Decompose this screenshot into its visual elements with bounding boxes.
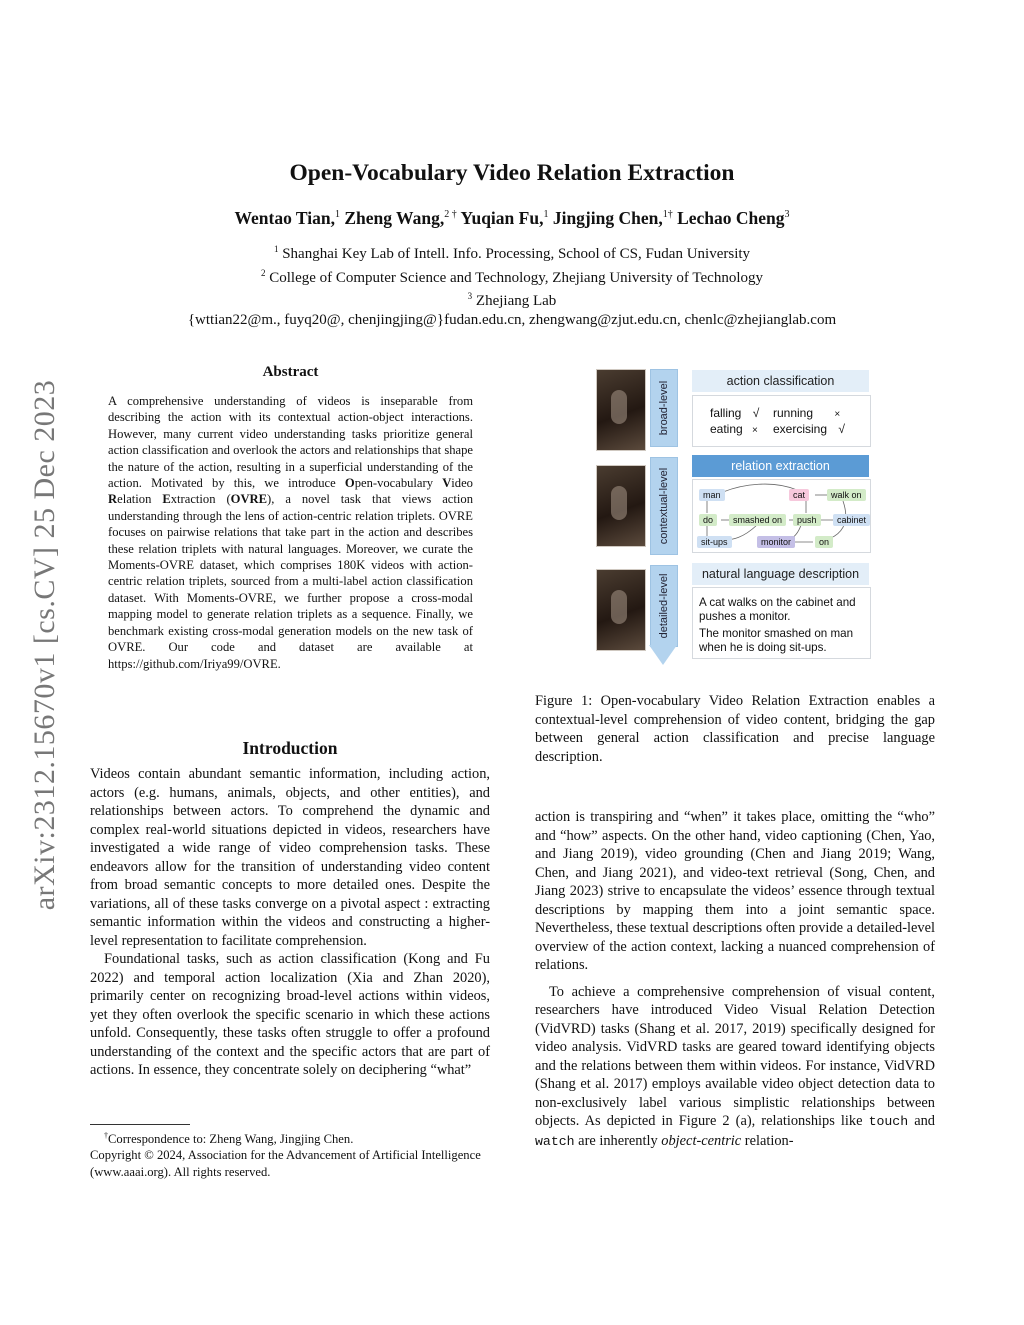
introduction-heading: Introduction [242,738,338,758]
video-frame-thumbnail [596,569,646,651]
level-label: broad-level [650,369,678,447]
author-sup: 2 † [444,209,457,221]
relation-graph-box [692,479,871,553]
author-name: Wentao Tian, [234,208,335,228]
affiliation-list [0,240,1024,329]
author-list [0,208,1024,229]
relation-node: do [699,514,717,526]
relation-node: monitor [757,536,795,548]
author-name: Jingjing Chen, [552,208,663,228]
relation-node: on [815,536,833,548]
figure-1 [594,365,884,675]
relation-node: push [793,514,821,526]
author-sup: 1 [543,209,549,221]
author-name: Yuqian Fu, [460,208,544,228]
description-sentence: The monitor smashed on man when he is doing sit-ups. [699,627,854,654]
author-sup: 1† [662,209,673,221]
relation-node: man [699,489,725,501]
action-item: falling √ [710,406,760,420]
figure-1-caption: Figure 1: Open-vocabulary Video Relation Extraction enables a contextual-level comprehension of video content, bridging the gap between general action classification and precise language description. [535,693,935,765]
action-item: running × [773,406,841,420]
paper-title: Open-Vocabulary Video Relation Extraction [289,160,735,186]
footnote: †Correspondence to: Zheng Wang, Jingjing Chen. Copyright © 2024, Association for the Advancement of Artificial Intelligence (www.aaai.org). All rights reserved. [90,1128,490,1180]
relation-node: cabinet [833,514,870,526]
relation-extraction-title: relation extraction [692,455,869,477]
abstract-heading: Abstract [262,364,319,380]
code-term: touch [868,1114,909,1129]
author-name: Lechao Cheng [677,208,785,228]
level-label: detailed-level [650,565,678,647]
affiliation: $^1$ Shanghai Key Lab of Intell. Info. Processing, School of CS, Fudan University [273,244,751,262]
affiliation: $^2$ College of Computer Science and Technology, Zhejiang University of Technology [260,267,763,286]
copyright-notice: Copyright © 2024, Association for the Advancement of Artificial Intelligence (www.aaai.org). All rights reserved. [90,1148,481,1179]
action-classification-title: action classification [692,370,869,392]
paragraph: To achieve a comprehensive comprehension of visual content, researchers have introduced Video Visual Relation Detection (VidVRD) tasks (Shang et al. 2017, 2019) specifically designed for video analysis. VidVRD tasks are geared toward identifying objects and the relations between them within videos. For instance, VidVRD (Shang et al. 2017) employs available video object detection data to non-exclusively label various simplistic relationships between objects. As depicted in Figure 2 (a), relationships like touch and watch are inherently object-centric relation- [535,983,935,1149]
action-item: exercising √ [773,422,845,436]
author-name: Zheng Wang, [344,208,445,228]
paragraph: action is transpiring and “when” it takes place, omitting the “who” and “how” aspects. On the other hand, video captioning (Chen, Yao, and Jiang 2019), video grounding (Chen and Jiang 2019; Wang, Chen, and Jiang 2021), and video-text retrieval (Song, Chen, and Jiang 2023) strive to encapsulate the videos’ essence through textual descriptions by mapping them into a joint semantic space. Nevertheless, these textual descriptions often provide a detailed-level overview of the action context, lacking a nuanced comprehension of relations. [535,809,935,973]
author-sup: 3 [784,209,790,221]
nl-description-box [692,587,871,659]
down-arrow-icon [646,645,680,667]
action-item: eating × [710,422,758,436]
level-label: contextual-level [650,457,678,555]
relation-node: cat [789,489,809,501]
paragraph: Foundational tasks, such as action classification (Kong and Fu 2022) and temporal action localization (Xia and Zhan 2020), primarily center on recognizing broad-level actions within videos, yet they often overlook the specific scenario in which these actions unfold. Consequently, these tasks often struggle to offer a profound understanding of the context and the specific actors that are part of actions. In essence, they concentrate solely on deciphering “what” [90,951,490,1078]
affiliation: $^3$ Zhejiang Lab [467,291,557,309]
author-sup: 1 [334,209,340,221]
video-frame-thumbnail [596,465,646,547]
introduction-body [90,765,490,1080]
relation-node: sit-ups [697,536,732,548]
relation-node: smashed on [729,514,786,526]
code-term: watch [535,1133,575,1149]
author-emails: {wttian22@m., fuyq20@, chenjingjing@}fudan.edu.cn, zhengwang@zjut.edu.cn, chenlc@zhejianglab.com [187,311,837,328]
description-sentence: A cat walks on the cabinet and pushes a monitor. [699,596,856,623]
arxiv-stamp: arXiv:2312.15670v1 [cs.CV] 25 Dec 2023 [27,379,61,911]
nl-description-title: natural language description [692,563,869,585]
paragraph: Videos contain abundant semantic information, including action, actors (e.g. humans, animals, objects, and other entities), and relationships between actors. To comprehend the dynamic and complex real-world situations depicted in videos, researchers have investigated a wide range of video comprehension tasks. These endeavors allow for the transition of understanding video content from broad semantic concepts to more detailed ones. Despite the variations, all of these tasks converge on a pivotal aspect : extracting semantic information within the videos and constructing a higher-level representation to facilitate comprehension. [90,766,490,949]
relation-node: walk on [827,489,866,501]
footnote-rule [90,1124,190,1125]
abstract-text: A comprehensive understanding of videos is inseparable from describing the action with its contextual action-object interactions. However, many current video understanding tasks prioritize general action classification and overlook the actors and relationships that shape the nature of the action, resulting in a superficial understanding of the action. Motivated by this, we introduce Open-vocabulary Video Relation Extraction (OVRE), a novel task that views action understanding through the lens of action-centric relation triplets. OVRE focuses on pairwise relations that take part in the action and describes these relation triplets with natural languages. Moreover, we curate the Moments-OVRE dataset, which comprises 180K videos with action-centric relation triplets, sourced from a multi-label action classification dataset. With Moments-OVRE, we further propose a cross-modal mapping model to generate relation triplets as a sequence. Finally, we benchmark existing cross-modal generation models on the new task of OVRE. Our code and dataset are available at https://github.com/Iriya99/OVRE. [108,394,473,671]
video-frame-thumbnail [596,369,646,451]
action-classification-box [692,395,871,447]
right-column-body [535,808,935,1151]
